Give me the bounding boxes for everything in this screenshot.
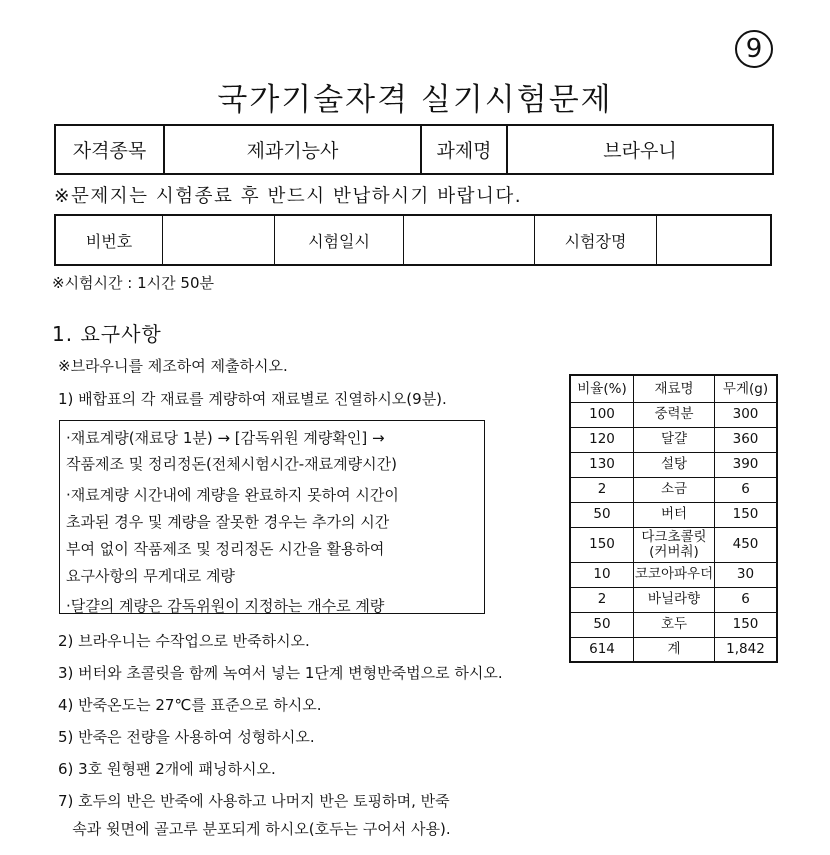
- col-header-weight: 무게(g): [715, 375, 778, 402]
- cell-ingredient: 버터: [634, 502, 715, 527]
- table-row: [570, 452, 777, 477]
- col-header-ingredient: 재료명: [634, 375, 715, 402]
- cell-ingredient: 달걀: [634, 427, 715, 452]
- info-table: [54, 214, 772, 266]
- table-row: [570, 477, 777, 502]
- cell-ratio: 2: [570, 477, 634, 502]
- ingredient-name: 다크초콜릿: [641, 529, 707, 546]
- return-notice: ※문제지는 시험종료 후 반드시 반납하시기 바랍니다.: [54, 186, 523, 207]
- cell-total-label: 계: [634, 637, 715, 662]
- label-exam-site: 시험장명: [535, 215, 657, 265]
- header-table: [54, 124, 774, 175]
- table-row: [570, 427, 777, 452]
- cell-ratio: 150: [570, 527, 634, 562]
- cell-ingredient: 바닐라향: [634, 587, 715, 612]
- cell-weight: 360: [715, 427, 778, 452]
- cell-weight: 450: [715, 527, 778, 562]
- box-line: ·재료계량 시간내에 계량을 완료하지 못하여 시간이: [66, 486, 399, 504]
- cell-ratio: 50: [570, 502, 634, 527]
- recipe-table: [569, 374, 778, 663]
- table-row: [570, 402, 777, 427]
- box-line: 요구사항의 무게대로 계량: [66, 567, 235, 585]
- page-title: 국가기술자격 실기시험문제: [217, 82, 613, 118]
- label-seat-number: 비번호: [55, 215, 163, 265]
- value-task-name: 브라우니: [507, 125, 773, 174]
- cell-ratio: 2: [570, 587, 634, 612]
- requirement-6: 6) 3호 원형팬 2개에 패닝하시오.: [58, 760, 276, 778]
- value-exam-date[interactable]: [404, 215, 535, 265]
- box-line: 부여 없이 작품제조 및 정리정돈 시간을 활용하여: [66, 540, 385, 558]
- cell-ratio: 50: [570, 612, 634, 637]
- ingredient-subname: (커버춰): [649, 543, 699, 560]
- cell-ingredient: 설탕: [634, 452, 715, 477]
- label-qualification: 자격종목: [55, 125, 164, 174]
- cell-ingredient: [634, 527, 715, 562]
- cell-ingredient: 호두: [634, 612, 715, 637]
- col-header-ratio: 비율(%): [570, 375, 634, 402]
- value-qualification: 제과기능사: [164, 125, 421, 174]
- requirement-7: 7) 호두의 반은 반죽에 사용하고 나머지 반은 토핑하며, 반죽: [58, 792, 450, 810]
- table-row: [570, 612, 777, 637]
- intro-line: ※브라우니를 제조하여 제출하시오.: [58, 357, 288, 375]
- cell-weight: 300: [715, 402, 778, 427]
- box-line: 작품제조 및 정리정돈(전체시험시간-재료계량시간): [66, 455, 397, 473]
- box-line: ·재료계량(재료당 1분) → [감독위원 계량확인] →: [66, 429, 385, 447]
- requirement-3: 3) 버터와 초콜릿을 함께 녹여서 넣는 1단계 변형반죽법으로 하시오.: [58, 664, 503, 682]
- cell-ratio: 10: [570, 562, 634, 587]
- cell-weight: 150: [715, 612, 778, 637]
- requirement-5: 5) 반죽은 전량을 사용하여 성형하시오.: [58, 728, 315, 746]
- cell-weight: 6: [715, 477, 778, 502]
- label-exam-date: 시험일시: [275, 215, 404, 265]
- cell-weight: 390: [715, 452, 778, 477]
- section-title: 1. 요구사항: [52, 322, 162, 346]
- table-row: [570, 527, 777, 562]
- cell-weight: 150: [715, 502, 778, 527]
- page-number-badge: 9: [735, 30, 773, 68]
- cell-weight: 30: [715, 562, 778, 587]
- cell-weight: 6: [715, 587, 778, 612]
- cell-ratio: 130: [570, 452, 634, 477]
- box-line: 초과된 경우 및 계량을 잘못한 경우는 추가의 시간: [66, 513, 390, 531]
- requirement-4: 4) 반죽온도는 27℃를 표준으로 하시오.: [58, 696, 322, 714]
- cell-ratio: 120: [570, 427, 634, 452]
- box-line: ·달걀의 계량은 감독위원이 지정하는 개수로 계량: [66, 597, 385, 615]
- label-task-name: 과제명: [421, 125, 507, 174]
- table-row: [570, 502, 777, 527]
- cell-ratio: 100: [570, 402, 634, 427]
- cell-weight-total: 1,842: [715, 637, 778, 662]
- exam-time: ※시험시간 : 1시간 50분: [52, 274, 214, 292]
- cell-ingredient: 소금: [634, 477, 715, 502]
- requirement-1: 1) 배합표의 각 재료를 계량하여 재료별로 진열하시오(9분).: [58, 390, 447, 408]
- cell-ratio-total: 614: [570, 637, 634, 662]
- value-seat-number[interactable]: [163, 215, 275, 265]
- measurement-rules-box: [59, 420, 485, 614]
- cell-ingredient: 코코아파우더: [634, 562, 715, 587]
- requirement-7-cont: 속과 윗면에 골고루 분포되게 하시오(호두는 구어서 사용).: [58, 820, 451, 838]
- value-exam-site[interactable]: [657, 215, 772, 265]
- requirement-2: 2) 브라우니는 수작업으로 반죽하시오.: [58, 632, 310, 650]
- table-row: [570, 587, 777, 612]
- cell-ingredient: 중력분: [634, 402, 715, 427]
- table-row: [570, 562, 777, 587]
- table-total-row: [570, 637, 777, 662]
